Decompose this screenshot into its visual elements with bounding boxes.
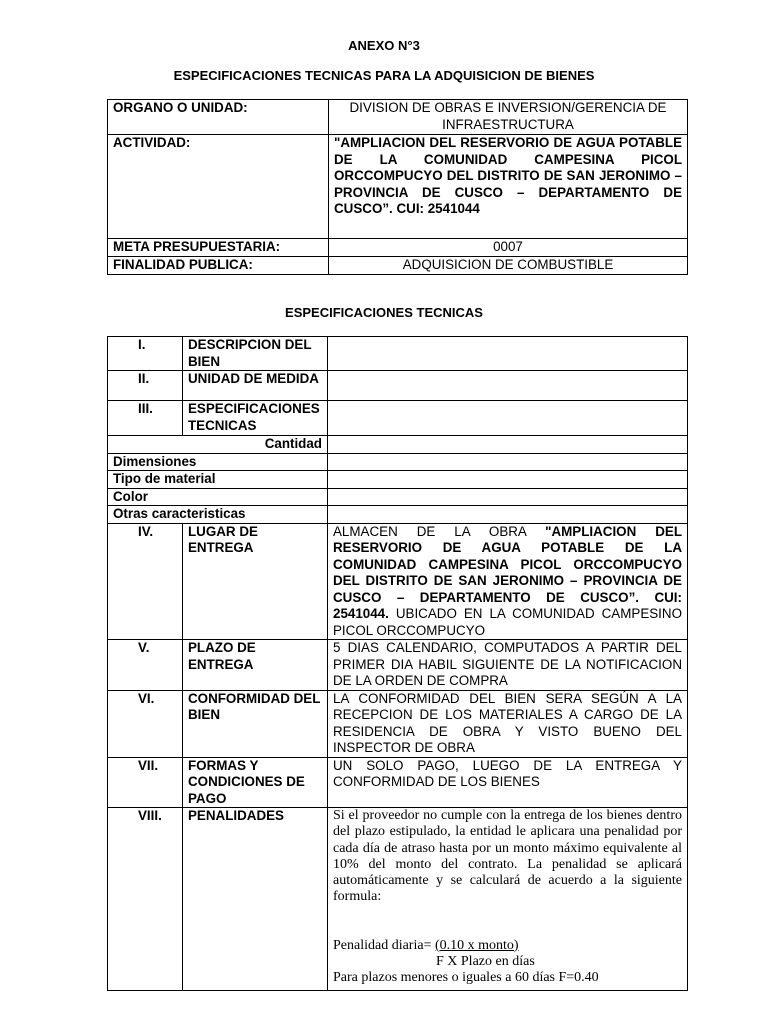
formula-numerator: (0.10 x monto)	[434, 937, 519, 953]
descripcion-label: DESCRIPCION DEL BIEN	[183, 337, 328, 371]
roman-vii: VII.	[108, 757, 183, 808]
lugar-value-post: UBICADO EN LA COMUNIDAD CAMPESINO PICOL ORCCOMPUCYO	[333, 606, 682, 638]
lugar-value	[328, 523, 688, 640]
info-table	[107, 99, 688, 275]
conformidad-label: CONFORMIDAD DEL BIEN	[183, 690, 328, 757]
plazo-label: PLAZO DE ENTREGA	[183, 640, 328, 691]
spec-row-lugar	[108, 523, 688, 640]
info-row-meta	[108, 239, 688, 257]
spec-row-unidad	[108, 371, 688, 401]
spec-row-color	[108, 488, 688, 506]
penalidades-label: PENALIDADES	[183, 808, 328, 991]
color-value	[328, 488, 688, 506]
cantidad-value	[328, 436, 688, 454]
roman-ii: II.	[108, 371, 183, 401]
roman-iii: III.	[108, 401, 183, 436]
pago-value: UN SOLO PAGO, LUEGO DE LA ENTREGA Y CONFORMIDAD DE LOS BIENES	[328, 757, 688, 808]
spec-row-conformidad	[108, 690, 688, 757]
unidad-value	[328, 371, 688, 401]
organo-value: DIVISION DE OBRAS E INVERSION/GERENCIA DE INFRAESTRUCTURA	[329, 100, 688, 135]
roman-v: V.	[108, 640, 183, 691]
plazo-value: 5 DIAS CALENDARIO, COMPUTADOS A PARTIR DEL PRIMER DIA HABIL SIGUIENTE DE LA NOTIFICACION DE LA ORDEN DE COMPRA	[328, 640, 688, 691]
otras-label: Otras caracteristicas	[108, 506, 328, 524]
spec-row-descripcion	[108, 337, 688, 371]
spec-row-especificaciones	[108, 401, 688, 436]
formula-denominator-text: F X Plazo en días	[436, 954, 535, 970]
formula-denominator	[333, 954, 682, 970]
conformidad-value: LA CONFORMIDAD DEL BIEN SERA SEGÚN A LA RECEPCION DE LOS MATERIALES A CARGO DE LA RESIDENCIA DE OBRA Y VISTO BUENO DEL INSPECTOR DE OBRA	[328, 690, 688, 757]
spec-row-cantidad	[108, 436, 688, 454]
unidad-label: UNIDAD DE MEDIDA	[183, 371, 328, 401]
document-heading: ANEXO N°3	[348, 38, 420, 53]
spec-row-otras	[108, 506, 688, 524]
penalidad-formula	[333, 938, 682, 954]
spec-row-pago	[108, 757, 688, 808]
spec-row-plazo	[108, 640, 688, 691]
lugar-value-bold: "AMPLIACION DEL RESERVORIO DE AGUA POTABLE DE LA COMUNIDAD CAMPESINA PICOL ORCCOMPUCYO DEL DISTRITO DE SAN JERONIMO – PROVINCIA DE CUSCO – DEPARTAMENTO DE CUSCO”. CUI: 2541044.	[333, 523, 683, 621]
penalidades-value	[328, 808, 688, 991]
dimensiones-label: Dimensiones	[108, 453, 328, 471]
formula-label: Penalidad diaria=	[333, 937, 435, 953]
specs-table	[107, 336, 688, 991]
tipo-material-value	[328, 471, 688, 489]
lugar-label: LUGAR DE ENTREGA	[183, 523, 328, 640]
organo-label: ORGANO O UNIDAD:	[108, 100, 329, 135]
especificaciones-value	[328, 401, 688, 436]
descripcion-value	[328, 337, 688, 371]
formula-note: Para plazos menores o iguales a 60 días F=0.40	[333, 970, 599, 986]
penalidades-text: Si el proveedor no cumple con la entrega de los bienes dentro del plazo estipulado, la entidad le aplicara una penalidad por cada día de atraso hasta por un monto máximo equivalente al 10% del monto del contrato. La penalidad se aplicará automáticamente y se calculará de acuerdo a la siguiente formula:	[333, 808, 682, 905]
spec-row-tipo-material	[108, 471, 688, 489]
penalidades-spacer	[333, 906, 682, 938]
color-label: Color	[108, 488, 328, 506]
dimensiones-value	[328, 453, 688, 471]
info-row-organo	[108, 100, 688, 135]
roman-vi: VI.	[108, 690, 183, 757]
roman-i: I.	[108, 337, 183, 371]
otras-value	[328, 506, 688, 524]
actividad-label: ACTIVIDAD:	[108, 135, 329, 239]
spec-row-penalidades	[108, 808, 688, 991]
meta-label: META PRESUPUESTARIA:	[108, 239, 329, 257]
lugar-value-pre: ALMACEN DE LA OBRA	[333, 523, 546, 539]
pago-label: FORMAS Y CONDICIONES DE PAGO	[183, 757, 328, 808]
info-row-actividad	[108, 135, 688, 239]
finalidad-label: FINALIDAD PUBLICA:	[108, 257, 329, 275]
spec-row-dimensiones	[108, 453, 688, 471]
finalidad-value: ADQUISICION DE COMBUSTIBLE	[329, 257, 688, 275]
document-subheading: ESPECIFICACIONES TECNICAS PARA LA ADQUISICION DE BIENES	[173, 68, 595, 83]
cantidad-label: Cantidad	[108, 436, 328, 454]
especificaciones-label: ESPECIFICACIONES TECNICAS	[183, 401, 328, 436]
roman-viii: VIII.	[108, 808, 183, 991]
tipo-material-label: Tipo de material	[108, 471, 328, 489]
info-row-finalidad	[108, 257, 688, 275]
actividad-value: "AMPLIACION DEL RESERVORIO DE AGUA POTABLE DE LA COMUNIDAD CAMPESINA PICOL ORCCOMPUCYO DEL DISTRITO DE SAN JERONIMO – PROVINCIA DE CUSCO – DEPARTAMENTO DE CUSCO”. CUI: 2541044	[329, 135, 688, 239]
section-title: ESPECIFICACIONES TECNICAS	[285, 305, 483, 320]
roman-iv: IV.	[108, 523, 183, 640]
meta-value: 0007	[329, 239, 688, 257]
